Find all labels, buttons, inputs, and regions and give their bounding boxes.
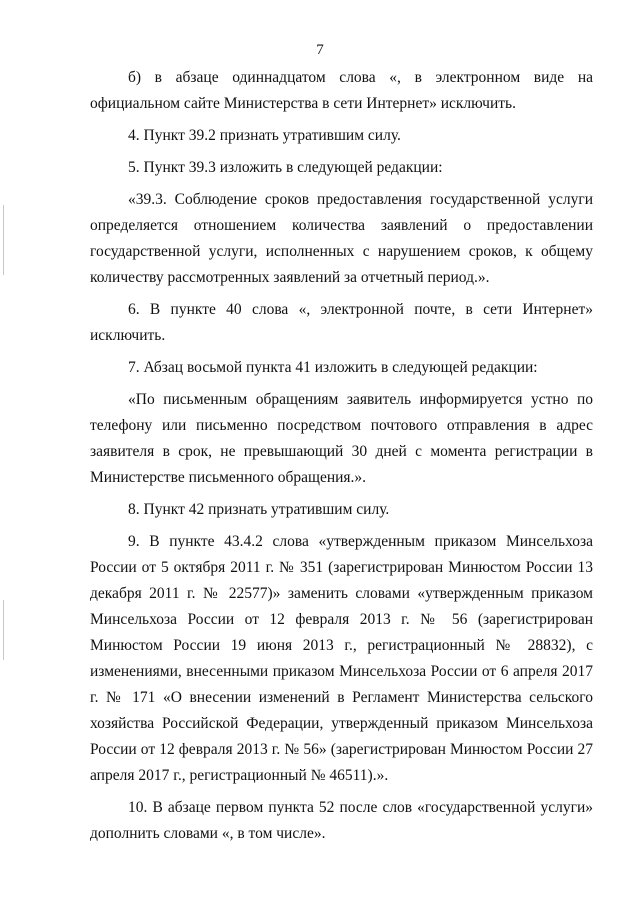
- paragraph-item-5: 5. Пункт 39.3 изложить в следующей редакции:: [128, 159, 443, 176]
- paragraph-item-6: 6. В пункте 40 слова «, электронной почте, в сети Интернет» исключить.: [90, 301, 593, 344]
- paragraph-item-8: 8. Пункт 42 признать утратившим силу.: [128, 501, 390, 518]
- paragraph-6b: б) в абзаце одиннадцатом слова «, в электронном виде на официальном сайте Министерства в сети Интернет» исключить.: [90, 69, 593, 112]
- left-margin-mark: [3, 600, 4, 660]
- paragraph-item-7: 7. Абзац восьмой пункта 41 изложить в следующей редакции:: [128, 359, 538, 376]
- page-number: 7: [316, 42, 324, 58]
- paragraph-item-10: 10. В абзаце первом пункта 52 после слов «государственной услуги» дополнить словами «, в том числе».: [90, 799, 593, 842]
- paragraph-item-4: 4. Пункт 39.2 признать утратившим силу.: [128, 127, 401, 144]
- paragraph-quote-39-3: «39.3. Соблюдение сроков предоставления государственной услуги определяется отношением количества заявлений о предоставлении государственной услуги, исполненных с нарушением сроков, к общему количеству рассмотренных заявлений за отчетный период.».: [90, 191, 593, 286]
- paragraph-quote-41: «По письменным обращениям заявитель информируется устно по телефону или письменно посредством почтового отправления в адрес заявителя в срок, не превышающий 30 дней с момента регистрации в Министерстве письменного обращения.».: [90, 391, 593, 486]
- paragraph-item-9: 9. В пункте 43.4.2 слова «утвержденным приказом Минсельхоза России от 5 октября 2011 г. № 351 (зарегистрирован Минюстом России 13 декабря 2011 г. № 22577)» заменить словами «утвержденным приказом Минсельхоза России от 12 февраля 2013 г. № 56 (зарегистрирован Минюстом России 19 июня 2013 г., регистрационный № 28832), с изменениями, внесенными приказом Минсельхоза России от 6 апреля 2017 г. № 171 «О внесении изменений в Регламент Министерства сельского хозяйства Российской Федерации, утвержденный приказом Минсельхоза России от 12 февраля 2013 г. № 56» (зарегистрирован Минюстом России 27 апреля 2017 г., регистрационный № 46511).».: [90, 533, 593, 784]
- document-body: [90, 65, 593, 853]
- left-margin-mark: [3, 205, 4, 275]
